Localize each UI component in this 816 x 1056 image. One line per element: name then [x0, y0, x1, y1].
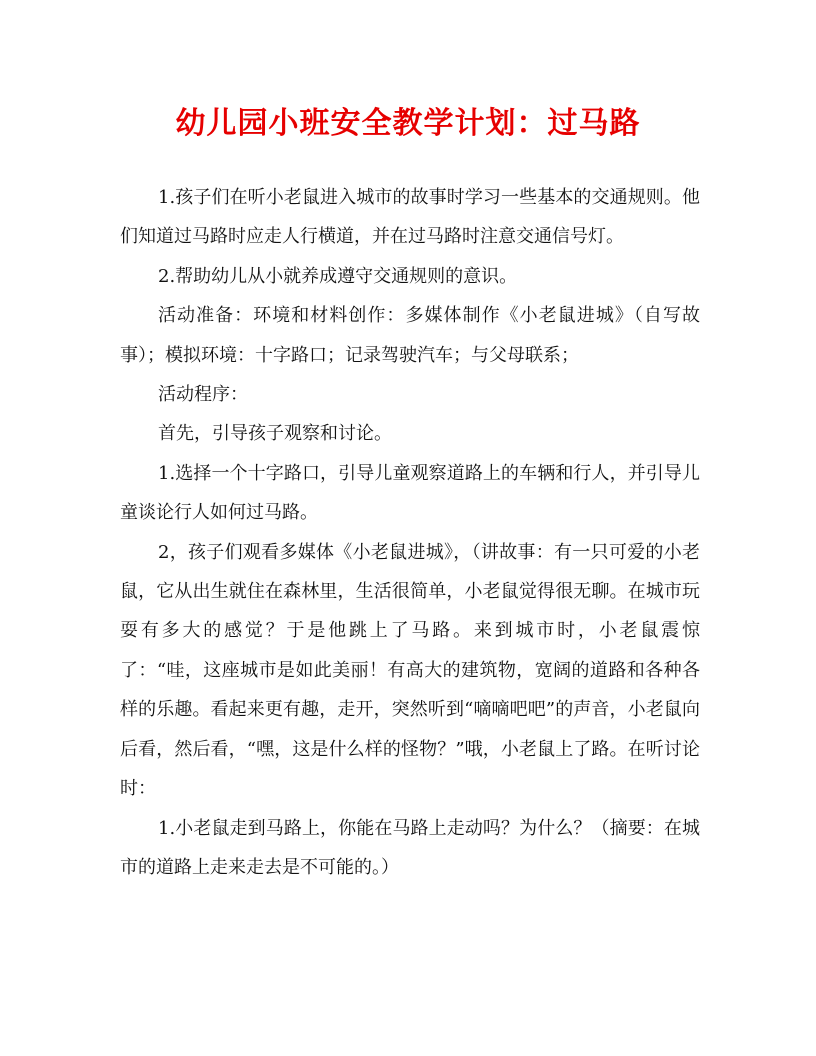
- paragraph-goal-1: 1.孩子们在听小老鼠进入城市的故事时学习一些基本的交通规则。他们知道过马路时应走人行横道，并在过马路时注意交通信号灯。: [120, 187, 700, 248]
- paragraph-goal-2: 2.帮助幼儿从小就养成遵守交通规则的意识。: [158, 265, 518, 287]
- paragraph-procedure-heading: 活动程序：: [158, 384, 248, 406]
- document-title: 幼儿园小班安全教学计划：过马路: [175, 106, 641, 141]
- paragraph-step-1: 1.选择一个十字路口，引导儿童观察道路上的车辆和行人，并引导儿童谈论行人如何过马路。: [120, 462, 700, 524]
- document-body: [120, 178, 700, 887]
- paragraph-discussion-1: 1.小老鼠走到马路上，你能在马路上走动吗？为什么？（摘要：在城市的道路上走来走去是不可能的。）: [120, 817, 700, 878]
- paragraph-preparation: 活动准备：环境和材料创作：多媒体制作《小老鼠进城》（自写故事）；模拟环境：十字路口；记录驾驶汽车；与父母联系；: [120, 305, 700, 366]
- paragraph-step-first: 首先，引导孩子观察和讨论。: [158, 423, 392, 445]
- paragraph-step-2-story: 2，孩子们观看多媒体《小老鼠进城》，（讲故事：有一只可爱的小老鼠，它从出生就住在森林里，生活很简单，小老鼠觉得很无聊。在城市玩耍有多大的感觉？于是他跳上了马路。来到城市时，小老鼠震惊了：“哇，这座城市是如此美丽！有高大的建筑物，宽阔的道路和各种各样的乐趣。看起来更有趣，走开，突然听到“嘀嘀吧吧”的声音，小老鼠向后看，然后看，“嘿，这是什么样的怪物？”哦，小老鼠上了路。在听讨论时：: [120, 541, 700, 800]
